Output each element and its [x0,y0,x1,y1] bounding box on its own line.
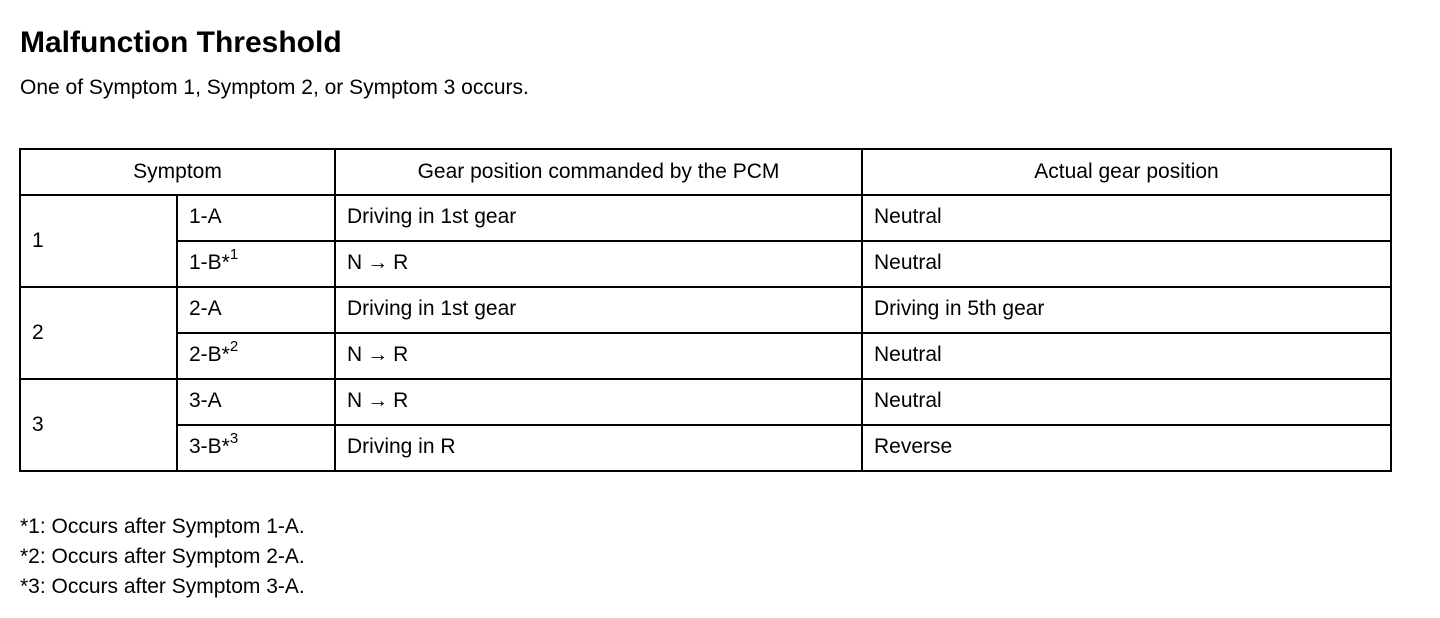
table-row [20,379,1391,425]
symptom-code-3b [177,425,335,471]
commanded-gear-3b: Driving in R [335,425,862,471]
footnote-marker-3: 3 [229,430,239,447]
header-commanded-gear: Gear position commanded by the PCM [335,149,862,195]
symptom-code-text: 3-A [189,389,222,412]
commanded-gear-1b [335,241,862,287]
symptom-code-text: 2-B* [189,343,230,366]
symptom-code-2b [177,333,335,379]
actual-gear-2a: Driving in 5th gear [862,287,1391,333]
symptom-code-1a [177,195,335,241]
footnotes [20,512,305,602]
table-row [20,241,1391,287]
right-arrow-icon: → [367,251,389,274]
gear-from: N [347,251,363,274]
footnote-3: *3: Occurs after Symptom 3-A. [20,575,305,598]
commanded-gear-3a [335,379,862,425]
symptom-code-2a [177,287,335,333]
footnote-marker-1: 1 [229,246,239,263]
commanded-gear-2a: Driving in 1st gear [335,287,862,333]
actual-gear-1a: Neutral [862,195,1391,241]
actual-gear-2b: Neutral [862,333,1391,379]
commanded-gear-2b [335,333,862,379]
table-row [20,333,1391,379]
gear-to: R [393,389,409,412]
footnote-2: *2: Occurs after Symptom 2-A. [20,545,305,568]
symptom-group-2: 2 [20,287,177,379]
malfunction-threshold-table [19,148,1392,472]
header-symptom: Symptom [20,149,335,195]
header-actual-gear: Actual gear position [862,149,1391,195]
symptom-group-3: 3 [20,379,177,471]
gear-from: N [347,343,363,366]
right-arrow-icon: → [367,389,389,412]
footnote-marker-2: 2 [229,338,239,355]
right-arrow-icon: → [367,343,389,366]
page-title: Malfunction Threshold [20,26,342,59]
gear-to: R [393,251,409,274]
symptom-code-1b [177,241,335,287]
gear-to: R [393,343,409,366]
intro-text: One of Symptom 1, Symptom 2, or Symptom 3 occurs. [20,76,529,99]
symptom-code-text: 1-A [189,205,222,228]
symptom-code-text: 2-A [189,297,222,320]
actual-gear-3a: Neutral [862,379,1391,425]
footnote-1: *1: Occurs after Symptom 1-A. [20,515,305,538]
gear-from: N [347,389,363,412]
symptom-group-1: 1 [20,195,177,287]
table-row [20,287,1391,333]
commanded-gear-1a: Driving in 1st gear [335,195,862,241]
table-row [20,425,1391,471]
actual-gear-1b: Neutral [862,241,1391,287]
table-header-row [20,149,1391,195]
symptom-code-text: 3-B* [189,435,230,458]
symptom-code-text: 1-B* [189,251,230,274]
actual-gear-3b: Reverse [862,425,1391,471]
table-row [20,195,1391,241]
symptom-code-3a [177,379,335,425]
